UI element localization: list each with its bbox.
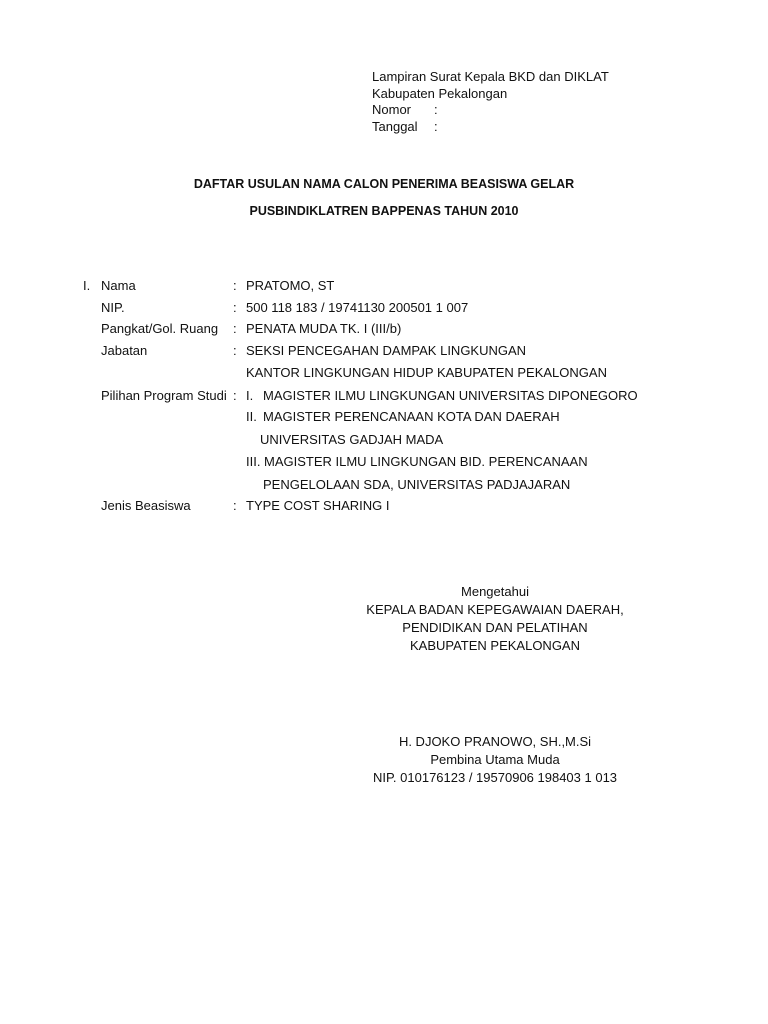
office-line-2: PENDIDIKAN DAN PELATIHAN xyxy=(402,620,588,635)
nip-label: NIP. xyxy=(101,300,125,315)
regency-line: Kabupaten Pekalongan xyxy=(372,86,508,101)
jenis-label: Jenis Beasiswa xyxy=(101,498,191,513)
jabatan-value-1: SEKSI PENCEGAHAN DAMPAK LINGKUNGAN xyxy=(246,343,527,358)
pilihan-2-value-b: UNIVERSITAS GADJAH MADA xyxy=(260,432,444,447)
attachment-line: Lampiran Surat Kepala BKD dan DIKLAT xyxy=(372,69,609,84)
pangkat-value: PENATA MUDA TK. I (III/b) xyxy=(246,321,402,336)
jabatan-value-2: KANTOR LINGKUNGAN HIDUP KABUPATEN PEKALONGAN xyxy=(246,365,607,380)
pangkat-colon: : xyxy=(233,321,237,336)
jenis-value: TYPE COST SHARING I xyxy=(246,498,390,513)
pilihan-3-value-a: MAGISTER ILMU LINGKUNGAN BID. PERENCANAAN xyxy=(264,454,588,469)
signatory-rank: Pembina Utama Muda xyxy=(430,752,560,767)
nip-colon: : xyxy=(233,300,237,315)
jabatan-colon: : xyxy=(233,343,237,358)
nomor-row xyxy=(372,101,438,118)
document-title: DAFTAR USULAN NAMA CALON PENERIMA BEASISWA GELAR xyxy=(193,177,575,191)
pilihan-3-value-b: PENGELOLAAN SDA, UNIVERSITAS PADJAJARAN xyxy=(263,477,571,492)
signatory-name: H. DJOKO PRANOWO, SH.,M.Si xyxy=(398,734,592,749)
pilihan-2-value-a: MAGISTER PERENCANAAN KOTA DAN DAERAH xyxy=(263,409,560,424)
pilihan-label: Pilihan Program Studi xyxy=(101,388,227,403)
tanggal-label: Tanggal xyxy=(372,119,418,134)
pilihan-2-number: II. xyxy=(246,409,257,424)
office-line-1: KEPALA BADAN KEPEGAWAIAN DAERAH, xyxy=(366,602,624,617)
mengetahui-text: Mengetahui xyxy=(461,584,529,599)
office-line-3: KABUPATEN PEKALONGAN xyxy=(409,638,580,653)
pilihan-1-number: I. xyxy=(246,388,254,403)
nip-value: 500 118 183 / 19741130 200501 1 007 xyxy=(246,300,469,315)
pangkat-label: Pangkat/Gol. Ruang xyxy=(101,321,219,336)
document-subtitle: PUSBINDIKLATREN BAPPENAS TAHUN 2010 xyxy=(249,204,519,218)
tanggal-colon: : xyxy=(434,119,438,134)
candidate-number: I. xyxy=(83,278,91,293)
nama-value: PRATOMO, ST xyxy=(246,278,335,293)
jenis-colon: : xyxy=(233,498,237,513)
signatory-nip: NIP. 010176123 / 19570906 198403 1 013 xyxy=(372,770,618,785)
tanggal-row xyxy=(372,118,438,135)
nomor-label: Nomor xyxy=(372,102,412,117)
nama-label: Nama xyxy=(101,278,136,293)
pilihan-1-value: MAGISTER ILMU LINGKUNGAN UNIVERSITAS DIPONEGORO xyxy=(263,388,638,403)
nomor-colon: : xyxy=(434,102,438,117)
pilihan-3-number: III. xyxy=(246,454,261,469)
pilihan-colon: : xyxy=(233,388,237,403)
nama-colon: : xyxy=(233,278,237,293)
jabatan-label: Jabatan xyxy=(101,343,148,358)
